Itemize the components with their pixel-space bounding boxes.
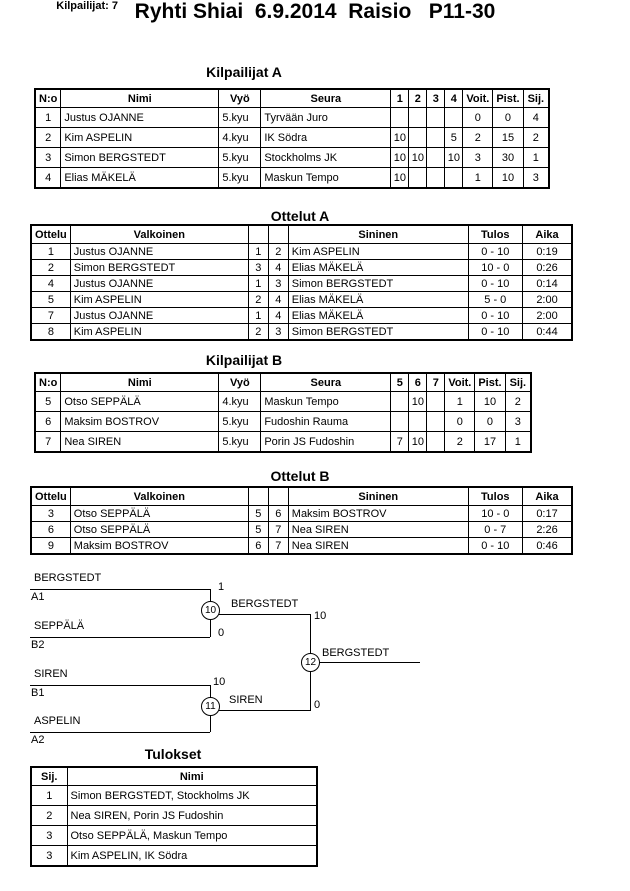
cell-place: 1 <box>31 786 67 806</box>
matches-b-table <box>30 486 573 555</box>
cell-blue-no: 4 <box>268 260 288 276</box>
cell-wins: 1 <box>445 392 475 412</box>
table-row <box>31 846 317 867</box>
col-white-no <box>248 225 268 244</box>
bracket-score-sf2-top: 10 <box>213 676 226 688</box>
cell-name: Kim ASPELIN <box>61 128 219 148</box>
bracket-seed-a2: A2 <box>31 734 45 746</box>
cell-score: 10 <box>391 148 409 168</box>
cell-score: 10 <box>409 392 427 412</box>
cell-no: 6 <box>35 412 61 432</box>
cell-name: Simon BERGSTEDT <box>61 148 219 168</box>
pool-a-heading: Kilpailijat A <box>206 64 282 80</box>
bracket-seed-a1: A1 <box>31 591 45 603</box>
table-row <box>31 292 572 308</box>
cell-score <box>427 108 445 128</box>
col-no: N:o <box>35 373 61 392</box>
table-row <box>35 412 531 432</box>
cell-wins: 0 <box>463 108 493 128</box>
cell-place: 4 <box>523 108 549 128</box>
cell-match: 8 <box>31 324 70 341</box>
cell-blue: Nea SIREN <box>288 522 468 538</box>
table-row <box>31 244 572 260</box>
cell-time: 0:46 <box>522 538 572 555</box>
cell-name: Kim ASPELIN, IK Södra <box>67 846 317 867</box>
cell-score <box>409 412 427 432</box>
bracket-match-number-sf2: 11 <box>201 697 220 716</box>
cell-white: Justus OJANNE <box>70 276 248 292</box>
cell-place: 3 <box>523 168 549 189</box>
cell-club: Porin JS Fudoshin <box>261 432 391 453</box>
cell-result: 0 - 10 <box>468 538 522 555</box>
table-row <box>31 506 572 522</box>
table-row <box>35 392 531 412</box>
cell-time: 0:44 <box>522 324 572 341</box>
header-row <box>31 767 317 786</box>
cell-no: 1 <box>35 108 61 128</box>
cell-white-no: 3 <box>248 260 268 276</box>
cell-place: 3 <box>31 846 67 867</box>
cell-match: 5 <box>31 292 70 308</box>
col-result: Tulos <box>468 487 522 506</box>
cell-result: 0 - 10 <box>468 276 522 292</box>
cell-match: 6 <box>31 522 70 538</box>
bracket-name-b1: SIREN <box>34 668 68 680</box>
col-time: Aika <box>522 225 572 244</box>
cell-club: Maskun Tempo <box>261 168 391 189</box>
cell-result: 0 - 10 <box>468 324 522 341</box>
col-white-no <box>248 487 268 506</box>
cell-name: Elias MÄKELÄ <box>61 168 219 189</box>
cell-score <box>427 168 445 189</box>
cell-no: 2 <box>35 128 61 148</box>
results-heading: Tulokset <box>144 746 202 762</box>
cell-time: 0:26 <box>522 260 572 276</box>
cell-white: Justus OJANNE <box>70 308 248 324</box>
bracket-line-b1 <box>30 685 210 686</box>
cell-wins: 3 <box>463 148 493 168</box>
cell-place: 3 <box>31 826 67 846</box>
bracket-line-sf2-winner <box>210 710 310 711</box>
table-row <box>31 786 317 806</box>
col-white: Valkoinen <box>70 487 248 506</box>
bracket-match-number-sf1: 10 <box>201 601 220 620</box>
cell-result: 0 - 10 <box>468 308 522 324</box>
cell-white: Kim ASPELIN <box>70 292 248 308</box>
cell-match: 9 <box>31 538 70 555</box>
cell-blue: Elias MÄKELÄ <box>288 292 468 308</box>
cell-name: Simon BERGSTEDT, Stockholms JK <box>67 786 317 806</box>
cell-club: Maskun Tempo <box>261 392 391 412</box>
bracket-line-b2 <box>30 637 210 638</box>
cell-blue-no: 4 <box>268 292 288 308</box>
cell-white: Otso SEPPÄLÄ <box>70 506 248 522</box>
cell-blue: Elias MÄKELÄ <box>288 308 468 324</box>
col-club: Seura <box>261 373 391 392</box>
cell-points: 10 <box>475 392 505 412</box>
table-row <box>31 276 572 292</box>
cell-place: 3 <box>505 412 531 432</box>
cell-no: 5 <box>35 392 61 412</box>
cell-score <box>427 392 445 412</box>
col-club: Seura <box>261 89 391 108</box>
col-blue: Sininen <box>288 225 468 244</box>
results-table <box>30 766 318 867</box>
cell-blue: Kim ASPELIN <box>288 244 468 260</box>
cell-place: 2 <box>505 392 531 412</box>
table-row <box>35 108 549 128</box>
col-place: Sij. <box>505 373 531 392</box>
cell-blue: Maksim BOSTROV <box>288 506 468 522</box>
cell-score: 10 <box>391 128 409 148</box>
col-match: Ottelu <box>31 487 70 506</box>
bracket-name-b2: SEPPÄLÄ <box>34 620 85 632</box>
cell-score <box>445 168 463 189</box>
cell-place: 2 <box>523 128 549 148</box>
cell-score: 10 <box>409 432 427 453</box>
cell-place: 1 <box>523 148 549 168</box>
cell-white: Kim ASPELIN <box>70 324 248 341</box>
col-wins: Voit. <box>463 89 493 108</box>
cell-white-no: 2 <box>248 324 268 341</box>
cell-belt: 5.kyu <box>219 148 261 168</box>
col-result: Tulos <box>468 225 522 244</box>
bracket-score-sf1-top: 1 <box>218 581 225 593</box>
col-points: Pist. <box>493 89 523 108</box>
cell-white: Simon BERGSTEDT <box>70 260 248 276</box>
cell-score <box>427 412 445 432</box>
cell-wins: 2 <box>463 128 493 148</box>
col-no: N:o <box>35 89 61 108</box>
table-row <box>35 128 549 148</box>
bracket-line-champion <box>310 662 420 663</box>
cell-score <box>391 392 409 412</box>
cell-blue-no: 6 <box>268 506 288 522</box>
col-blue-no <box>268 225 288 244</box>
bracket-line-a2 <box>30 732 210 733</box>
col-white: Valkoinen <box>70 225 248 244</box>
cell-score <box>427 432 445 453</box>
cell-blue: Nea SIREN <box>288 538 468 555</box>
cell-time: 0:19 <box>522 244 572 260</box>
header-row <box>31 225 572 244</box>
cell-match: 3 <box>31 506 70 522</box>
cell-points: 0 <box>475 412 505 432</box>
cell-white-no: 1 <box>248 276 268 292</box>
cell-club: Stockholms JK <box>261 148 391 168</box>
cell-score <box>391 412 409 432</box>
cell-blue-no: 7 <box>268 538 288 555</box>
cell-belt: 5.kyu <box>219 108 261 128</box>
col-name: Nimi <box>67 767 317 786</box>
cell-club: Fudoshin Rauma <box>261 412 391 432</box>
cell-result: 5 - 0 <box>468 292 522 308</box>
cell-place: 2 <box>31 806 67 826</box>
cell-white: Justus OJANNE <box>70 244 248 260</box>
header-row <box>35 89 549 108</box>
cell-time: 0:14 <box>522 276 572 292</box>
cell-wins: 0 <box>445 412 475 432</box>
cell-club: IK Södra <box>261 128 391 148</box>
col-blue: Sininen <box>288 487 468 506</box>
cell-name: Nea SIREN <box>61 432 219 453</box>
cell-name: Nea SIREN, Porin JS Fudoshin <box>67 806 317 826</box>
cell-time: 2:26 <box>522 522 572 538</box>
cell-score: 10 <box>409 148 427 168</box>
cell-white-no: 5 <box>248 506 268 522</box>
cell-score <box>409 168 427 189</box>
col-name: Nimi <box>61 89 219 108</box>
cell-no: 4 <box>35 168 61 189</box>
bracket-name-a2: ASPELIN <box>34 715 81 727</box>
cell-club: Tyrvään Juro <box>261 108 391 128</box>
cell-name: Maksim BOSTROV <box>61 412 219 432</box>
col-5: 5 <box>391 373 409 392</box>
page-title: Ryhti Shiai 6.9.2014 Raisio P11-30 <box>134 0 496 23</box>
cell-points: 30 <box>493 148 523 168</box>
matches-b-heading: Ottelut B <box>270 468 330 484</box>
cell-wins: 2 <box>445 432 475 453</box>
bracket-name-a1: BERGSTEDT <box>34 572 102 584</box>
col-place: Sij. <box>523 89 549 108</box>
table-row <box>35 432 531 453</box>
bracket-line-sf1-winner <box>210 614 310 615</box>
cell-time: 2:00 <box>522 308 572 324</box>
col-2: 2 <box>409 89 427 108</box>
cell-blue-no: 2 <box>268 244 288 260</box>
cell-belt: 4.kyu <box>219 128 261 148</box>
bracket-line-a1 <box>30 589 210 590</box>
col-wins: Voit. <box>445 373 475 392</box>
col-1: 1 <box>391 89 409 108</box>
table-row <box>31 806 317 826</box>
cell-white-no: 1 <box>248 244 268 260</box>
cell-match: 1 <box>31 244 70 260</box>
cell-points: 15 <box>493 128 523 148</box>
table-row <box>31 826 317 846</box>
cell-score <box>427 128 445 148</box>
pool-b-table <box>34 372 532 453</box>
matches-a-heading: Ottelut A <box>270 208 330 224</box>
cell-no: 7 <box>35 432 61 453</box>
cell-place: 1 <box>505 432 531 453</box>
cell-belt: 4.kyu <box>219 392 261 412</box>
cell-score <box>445 108 463 128</box>
cell-white: Maksim BOSTROV <box>70 538 248 555</box>
cell-white: Otso SEPPÄLÄ <box>70 522 248 538</box>
cell-wins: 1 <box>463 168 493 189</box>
col-blue-no <box>268 487 288 506</box>
cell-points: 10 <box>493 168 523 189</box>
bracket-score-final-top: 10 <box>314 610 327 622</box>
cell-belt: 5.kyu <box>219 412 261 432</box>
cell-score: 5 <box>445 128 463 148</box>
competitors-count: Kilpailijat: 7 <box>56 0 118 12</box>
table-row <box>31 260 572 276</box>
cell-belt: 5.kyu <box>219 168 261 189</box>
cell-result: 10 - 0 <box>468 506 522 522</box>
bracket-score-final-bottom: 0 <box>314 699 321 711</box>
table-row <box>31 522 572 538</box>
cell-points: 0 <box>493 108 523 128</box>
cell-score <box>409 108 427 128</box>
cell-time: 0:17 <box>522 506 572 522</box>
col-place: Sij. <box>31 767 67 786</box>
bracket-winner-sf1: BERGSTEDT <box>231 598 299 610</box>
pool-b-heading: Kilpailijat B <box>205 352 283 368</box>
cell-score: 10 <box>391 168 409 189</box>
cell-score: 10 <box>445 148 463 168</box>
cell-score <box>427 148 445 168</box>
col-4: 4 <box>445 89 463 108</box>
cell-blue: Simon BERGSTEDT <box>288 276 468 292</box>
cell-white-no: 1 <box>248 308 268 324</box>
cell-blue-no: 7 <box>268 522 288 538</box>
header-row <box>35 373 531 392</box>
cell-name: Otso SEPPÄLÄ, Maskun Tempo <box>67 826 317 846</box>
cell-match: 7 <box>31 308 70 324</box>
cell-result: 0 - 10 <box>468 244 522 260</box>
col-7: 7 <box>427 373 445 392</box>
bracket-match-number-final: 12 <box>301 653 320 672</box>
pool-a-table <box>34 88 550 189</box>
header-row <box>31 487 572 506</box>
table-row <box>31 324 572 341</box>
bracket-winner-sf2: SIREN <box>229 694 263 706</box>
cell-score <box>391 108 409 128</box>
bracket-winner-final: BERGSTEDT <box>322 647 390 659</box>
cell-white-no: 2 <box>248 292 268 308</box>
cell-belt: 5.kyu <box>219 432 261 453</box>
col-belt: Vyö <box>219 373 261 392</box>
cell-white-no: 6 <box>248 538 268 555</box>
table-row <box>35 168 549 189</box>
table-row <box>31 538 572 555</box>
bracket-seed-b1: B1 <box>31 687 45 699</box>
col-3: 3 <box>427 89 445 108</box>
cell-white-no: 5 <box>248 522 268 538</box>
cell-blue-no: 3 <box>268 276 288 292</box>
cell-name: Otso SEPPÄLÄ <box>61 392 219 412</box>
cell-match: 2 <box>31 260 70 276</box>
col-points: Pist. <box>475 373 505 392</box>
cell-blue: Elias MÄKELÄ <box>288 260 468 276</box>
cell-no: 3 <box>35 148 61 168</box>
cell-blue: Simon BERGSTEDT <box>288 324 468 341</box>
cell-blue-no: 3 <box>268 324 288 341</box>
cell-blue-no: 4 <box>268 308 288 324</box>
cell-score: 7 <box>391 432 409 453</box>
cell-match: 4 <box>31 276 70 292</box>
col-belt: Vyö <box>219 89 261 108</box>
cell-time: 2:00 <box>522 292 572 308</box>
col-name: Nimi <box>61 373 219 392</box>
col-time: Aika <box>522 487 572 506</box>
bracket-seed-b2: B2 <box>31 639 45 651</box>
cell-name: Justus OJANNE <box>61 108 219 128</box>
col-6: 6 <box>409 373 427 392</box>
table-row <box>31 308 572 324</box>
cell-points: 17 <box>475 432 505 453</box>
cell-result: 10 - 0 <box>468 260 522 276</box>
col-match: Ottelu <box>31 225 70 244</box>
bracket-score-sf1-bottom: 0 <box>218 627 225 639</box>
matches-a-table <box>30 224 573 341</box>
cell-result: 0 - 7 <box>468 522 522 538</box>
table-row <box>35 148 549 168</box>
cell-score <box>409 128 427 148</box>
